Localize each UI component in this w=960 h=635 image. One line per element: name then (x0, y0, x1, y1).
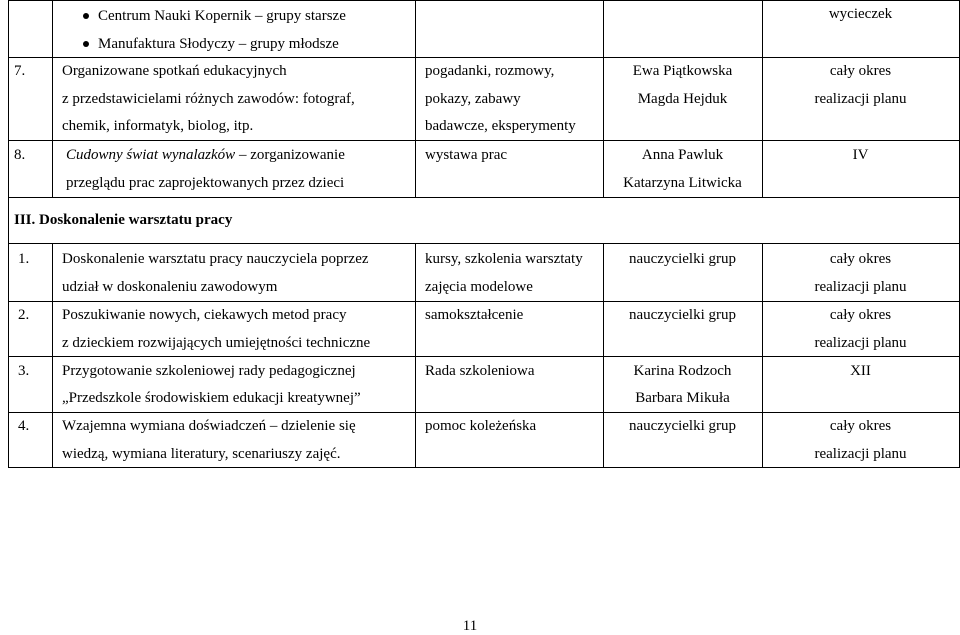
term-cell: cały okres (829, 307, 892, 323)
term-cell: wycieczek (828, 6, 893, 22)
bullet-icon (83, 13, 89, 19)
term-cell: cały okres (829, 418, 892, 434)
term-cell: realizacji planu (814, 446, 907, 462)
table-rule (8, 57, 960, 58)
form-text: Rada szkoleniowa (425, 363, 535, 379)
list-item: Manufaktura Słodyczy – grupy młodsze (98, 36, 339, 52)
task-text (66, 146, 345, 164)
form-text: pomoc koleżeńska (425, 418, 537, 434)
table-rule (8, 412, 960, 413)
task-text: wiedzą, wymiana literatury, scenariuszy zajęć. (62, 446, 341, 462)
responsible-text: Ewa Piątkowska (632, 63, 733, 79)
table-rule (8, 0, 960, 1)
row-number: 7. (14, 63, 26, 79)
responsible-text: nauczycielki grup (628, 251, 737, 267)
list-item: Centrum Nauki Kopernik – grupy starsze (98, 8, 346, 24)
task-text: chemik, informatyk, biolog, itp. (62, 118, 254, 134)
task-text: z dzieckiem rozwijających umiejętności techniczne (62, 335, 371, 351)
task-text: Przygotowanie szkoleniowej rady pedagogicznej (62, 363, 356, 379)
term-cell: cały okres (829, 63, 892, 79)
table-rule (52, 243, 53, 468)
term-cell: IV (852, 147, 869, 163)
row-number: 2. (18, 307, 30, 323)
table-rule (415, 243, 416, 468)
form-text: wystawa prac (425, 147, 508, 163)
task-text: Poszukiwanie nowych, ciekawych metod pracy (62, 307, 347, 323)
table-rule (8, 301, 960, 302)
table-rule (415, 0, 416, 197)
task-text: Doskonalenie warsztatu pracy nauczyciela poprzez (62, 251, 369, 267)
responsible-text: Barbara Mikuła (635, 390, 730, 406)
table-rule (52, 0, 53, 197)
form-text: pokazy, zabawy (425, 91, 521, 107)
responsible-text: Magda Hejduk (637, 91, 728, 107)
term-cell: realizacji planu (814, 279, 907, 295)
task-text: Wzajemna wymiana doświadczeń – dzielenie się (62, 418, 356, 434)
responsible-text: nauczycielki grup (628, 307, 737, 323)
responsible-text: Anna Pawluk (641, 147, 724, 163)
form-text: pogadanki, rozmowy, (425, 63, 555, 79)
page-number: 11 (462, 618, 478, 634)
form-text: samokształcenie (425, 307, 524, 323)
table-rule (8, 243, 960, 244)
form-text: badawcze, eksperymenty (425, 118, 576, 134)
row-number: 3. (18, 363, 30, 379)
task-text: przeglądu prac zaprojektowanych przez dzieci (66, 175, 345, 191)
bullet-icon (83, 41, 89, 47)
term-cell: realizacji planu (814, 335, 907, 351)
responsible-text: nauczycielki grup (628, 418, 737, 434)
responsible-text: Karina Rodzoch (633, 363, 732, 379)
form-text: kursy, szkolenia warsztaty (425, 251, 583, 267)
task-text: „Przedszkole środowiskiem edukacji kreatywnej” (62, 390, 361, 406)
task-title-italic: Cudowny świat wynalazków (66, 147, 236, 163)
table-rule (8, 356, 960, 357)
row-number: 4. (18, 418, 30, 434)
term-cell: XII (850, 363, 871, 379)
term-cell: realizacji planu (814, 91, 907, 107)
task-text: Organizowane spotkań edukacyjnych (62, 63, 287, 79)
section-heading: III. Doskonalenie warsztatu pracy (14, 212, 233, 228)
term-cell: cały okres (829, 251, 892, 267)
row-number: 1. (18, 251, 30, 267)
task-text: z przedstawicielami różnych zawodów: fotograf, (62, 91, 355, 107)
task-text-rest: – zorganizowanie (238, 147, 345, 163)
form-text: zajęcia modelowe (425, 279, 533, 295)
task-text: udział w doskonaleniu zawodowym (62, 279, 278, 295)
row-number: 8. (14, 147, 26, 163)
table-rule (8, 140, 960, 141)
responsible-text: Katarzyna Litwicka (623, 175, 742, 191)
table-rule (8, 197, 960, 198)
table-rule (8, 467, 960, 468)
table-rule (8, 0, 9, 468)
